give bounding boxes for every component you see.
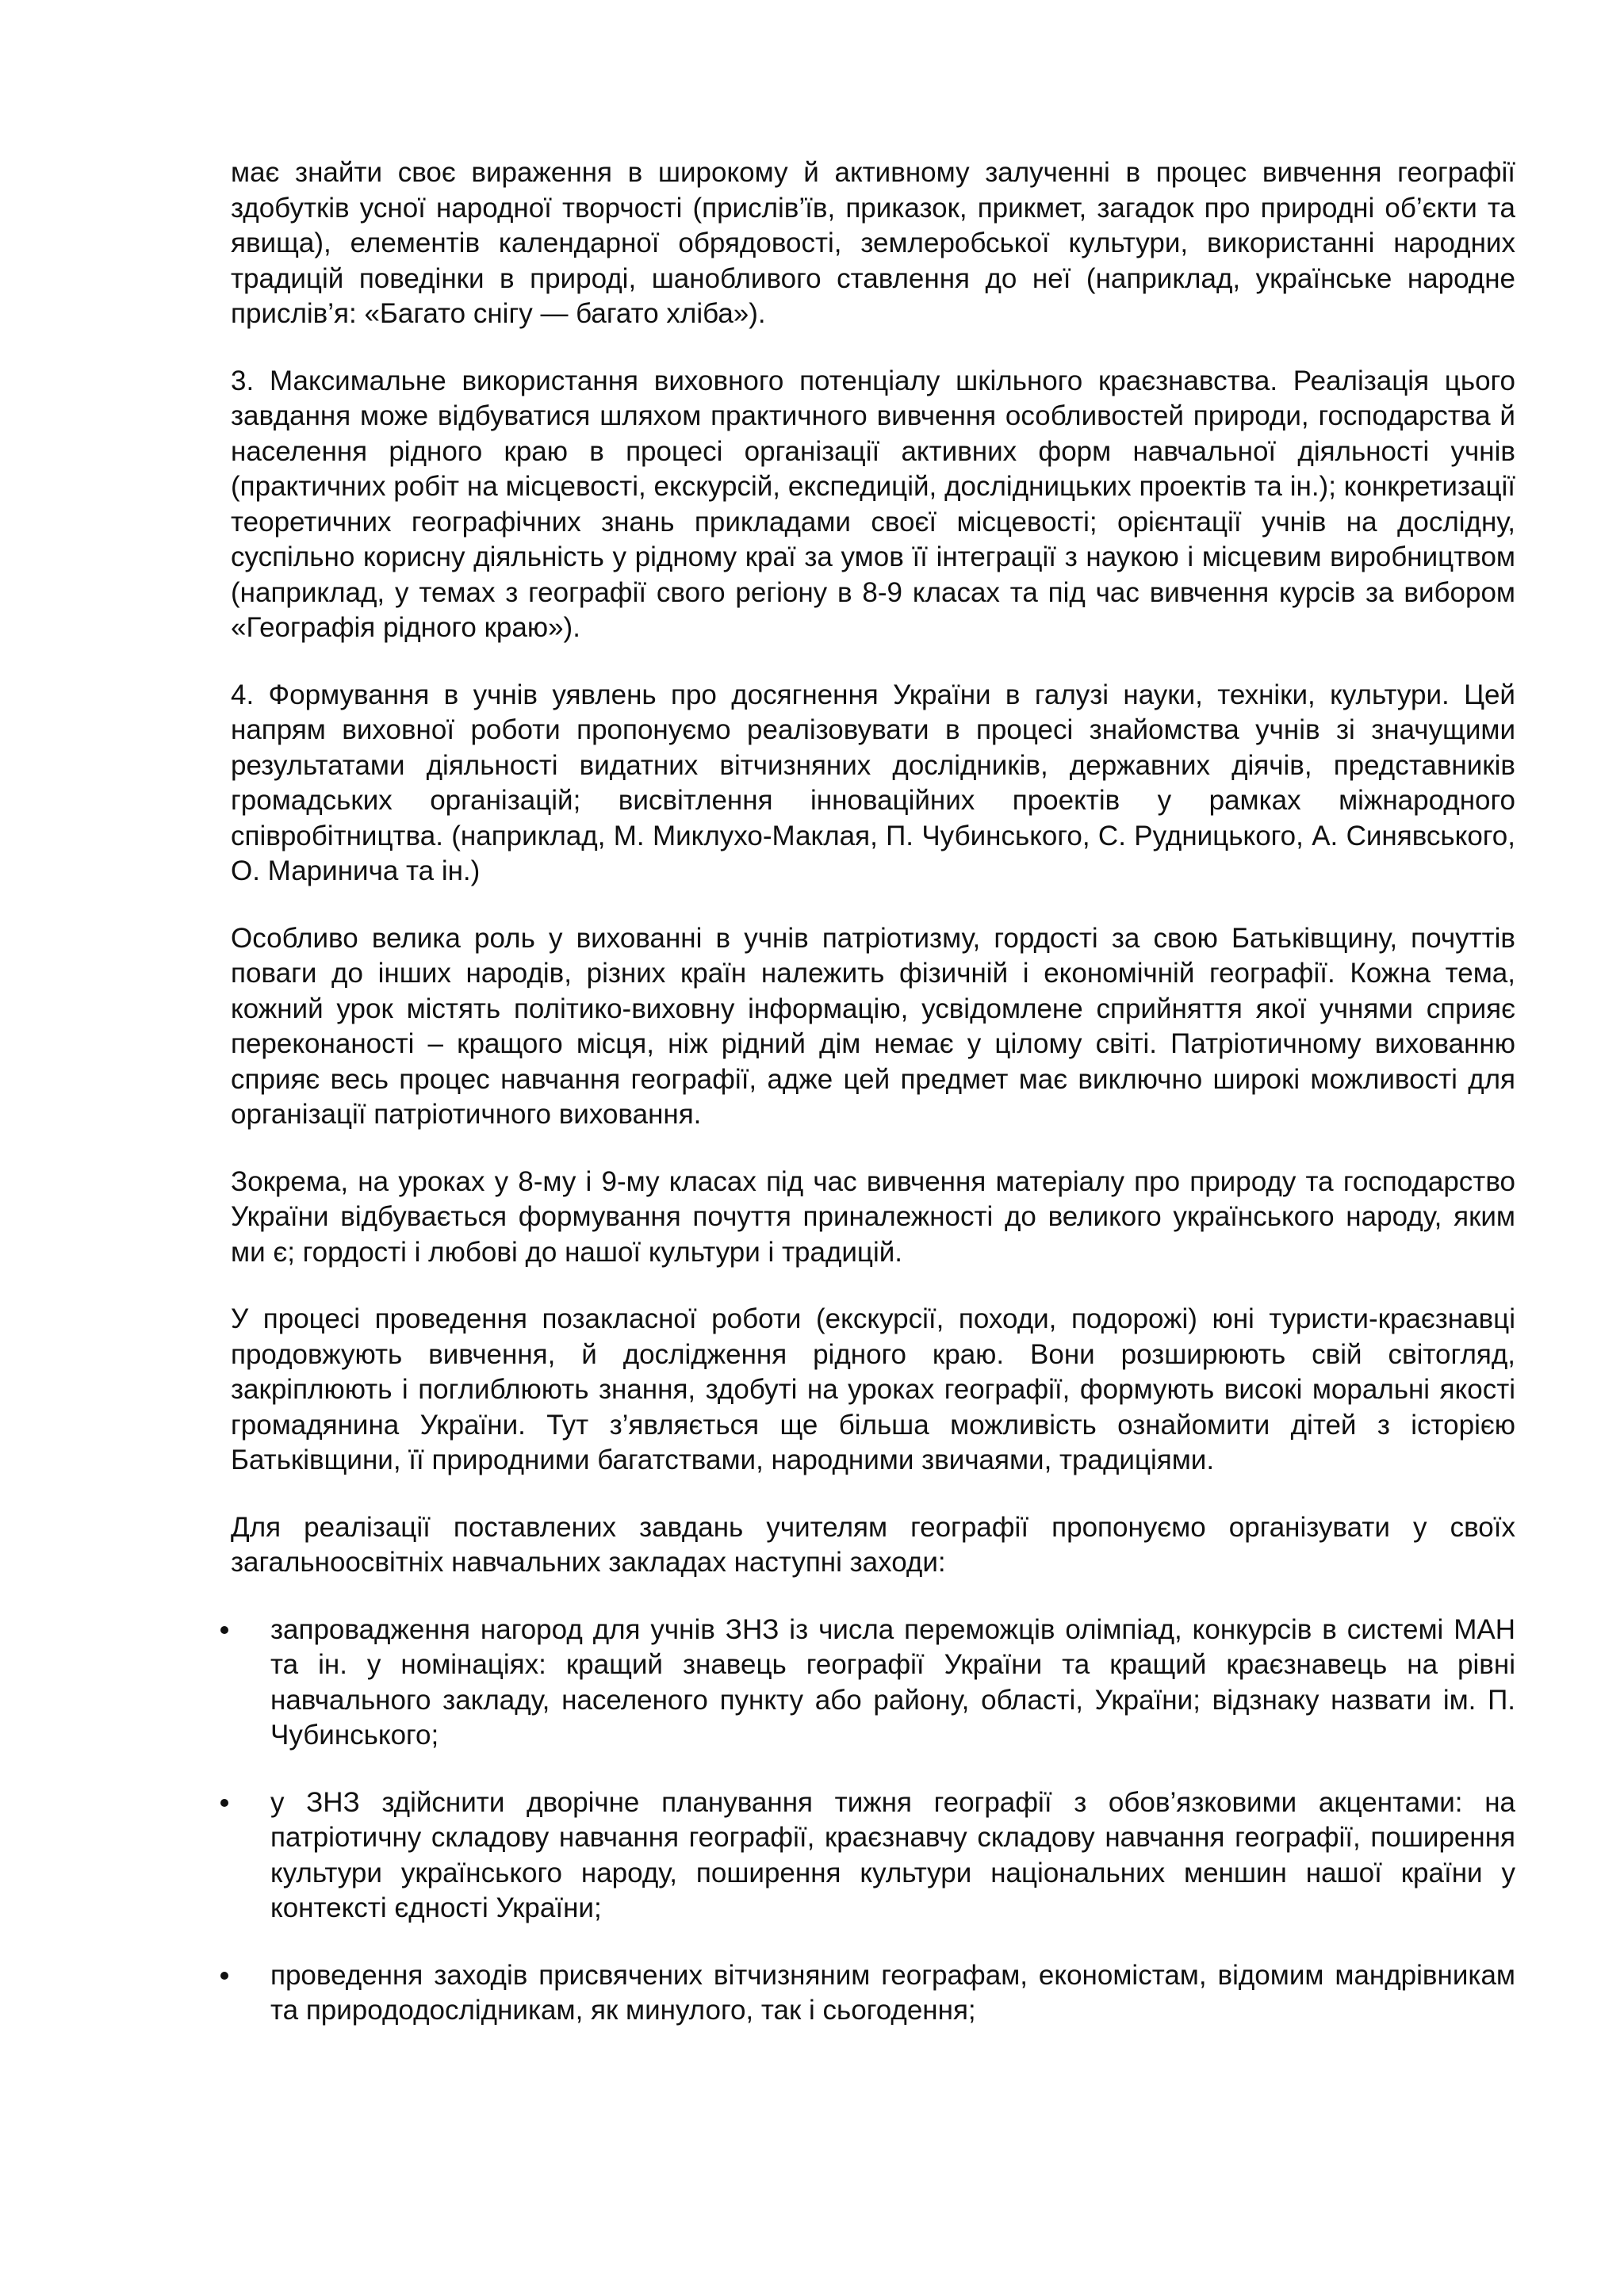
paragraph-intro-continued: має знайти своє вираження в широкому й активному залученні в процес вивчення географії здобутків усної народної творчості (прислів’їв, приказок, прикмет, загадок про природні об’єкти та явища), елементів календарної обрядовості, землеробської культури, використанні народних традицій поведінки в природі, шанобливого ставлення до неї (наприклад, українське народне прислів’я: «Багато снігу — багато хліба»). (231, 157, 1515, 329)
list-item (231, 1613, 1515, 1754)
paragraph-item-3: 3. Максимальне використання виховного потенціалу шкільного краєзнавства. Реалізація цього завдання може відбуватися шляхом практичного вивчення особливостей природи, господарства й населення рідного краю в процесі організації активних форм навчальної діяльності учнів (практичних робіт на місцевості, екскурсій, експедицій, дослідницьких проектів та ін.); конкретизації теоретичних географічних знань прикладами своєї місцевості; орієнтації учнів на дослідну, суспільно корисну діяльність у рідному краї за умов її інтеграції з наукою і місцевим виробництвом (наприклад, у темах з географії свого регіону в 8-9 класах та під час вивчення курсів за вибором «Географія рідного краю»). (231, 365, 1515, 643)
list-item-text: запровадження нагород для учнів ЗНЗ із числа переможців олімпіад, конкурсів в системі МАН та ін. у номінаціях: кращий знавець географії України та кращий краєзнавець на рівні навчального закладу, населеного пункту або району, області, України; відзнаку назвати ім. П. Чубинського; (270, 1613, 1515, 1751)
list-item (231, 1785, 1515, 1927)
bullet-icon (220, 1972, 228, 1980)
list-item-text: проведення заходів присвячених вітчизняним географам, економістам, відомим мандрівникам та природодослідникам, як минулого, так і сьогодення; (270, 1959, 1515, 2026)
bullet-icon (220, 1626, 228, 1634)
paragraph-item-4: 4. Формування в учнів уявлень про досягнення України в галузі науки, техніки, культури. Цей напрям виховної роботи пропонуємо реалізовувати в процесі знайомства учнів зі значущими результатами діяльності видатних вітчизняних дослідників, державних діячів, представників громадських організацій; висвітлення інноваційних проектів у рамках міжнародного співробітництва. (наприклад, М. Миклухо-Маклая, П. Чубинського, С. Рудницького, А. Синявського, О. Маринича та ін.) (231, 679, 1515, 886)
document-page (231, 155, 1515, 2029)
measures-list (231, 1613, 1515, 2029)
list-item-text: у ЗНЗ здійснити дворічне планування тижня географії з обов’язковими акцентами: на патріотичну складову навчання географії, краєзнавчу складову навчання географії, поширення культури українського народу, поширення культури національних меншин нашої країни у контексті єдності України; (270, 1786, 1515, 1923)
paragraph-extracurricular: У процесі проведення позакласної роботи (екскурсії, походи, подорожі) юні туристи-краєзнавці продовжують вивчення, й дослідження рідного краю. Вони розширюють свій світогляд, закріплюють і поглиблюють знання, здобуті на уроках географії, формують високі моральні якості громадянина України. Тут з’являється ще більша можливість ознайомити дітей з історією Батьківщини, її природними багатствами, народними звичаями, традиціями. (231, 1303, 1515, 1475)
list-item (231, 1958, 1515, 2029)
bullet-icon (220, 1799, 228, 1807)
paragraph-measures-intro: Для реалізації поставлених завдань учителям географії пропонуємо організувати у своїх загальноосвітніх навчальних закладах наступні заходи: (231, 1511, 1515, 1578)
paragraph-grades-8-9: Зокрема, на уроках у 8-му і 9-му класах під час вивчення матеріалу про природу та господарство України відбувається формування почуття приналежності до великого українського народу, яким ми є; гордості і любові до нашої культури і традицій. (231, 1165, 1515, 1268)
paragraph-patriotism-role: Особливо велика роль у вихованні в учнів патріотизму, гордості за свою Батьківщину, почуттів поваги до інших народів, різних країн належить фізичній і економічній географії. Кожна тема, кожний урок містять політико-виховну інформацію, усвідомлене сприйняття якої учнями сприяє переконаності – кращого місця, ніж рідний дім немає у цілому світі. Патріотичному вихованню сприяє весь процес навчання географії, адже цей предмет має виключно широкі можливості для організації патріотичного виховання. (231, 922, 1515, 1130)
